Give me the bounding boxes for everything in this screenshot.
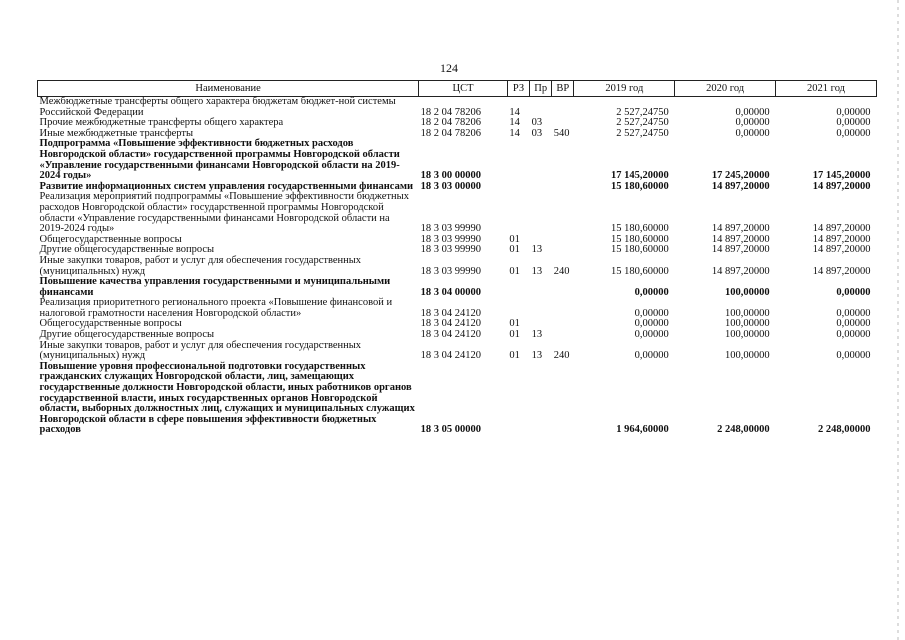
- row-2021: 2 248,00000: [818, 424, 871, 436]
- row-cst: 18 3 00 00000: [420, 170, 482, 182]
- row-2021: 14 897,20000: [812, 244, 871, 256]
- row-2019: 0,00000: [634, 329, 669, 341]
- row-name: Другие общегосударственные вопросы: [39, 329, 215, 341]
- row-name: Общегосударственные вопросы: [39, 318, 182, 330]
- row-2021: 0,00000: [836, 329, 871, 341]
- row-2019: 2 527,24750: [616, 117, 669, 129]
- row-2019: 0,00000: [634, 350, 669, 362]
- row-vr: [552, 319, 574, 330]
- row-2020: 100,00000: [724, 286, 770, 298]
- row-rz: [507, 298, 529, 319]
- row-pr: [530, 192, 552, 234]
- row-cst: 18 3 04 00000: [420, 286, 482, 298]
- header-pr: Пр: [530, 81, 552, 97]
- header-name: Наименование: [38, 81, 419, 97]
- row-2021: 0,00000: [836, 286, 871, 298]
- row-vr: 240: [553, 265, 570, 277]
- row-2021: 14 897,20000: [812, 265, 871, 277]
- row-2020: 2 248,00000: [717, 424, 770, 436]
- row-2019: 2 527,24750: [616, 106, 669, 118]
- header-vr: ВР: [552, 81, 574, 97]
- row-name: Иные межбюджетные трансферты: [39, 127, 194, 139]
- row-name: Повышение качества управления государственными и муниципальными финансами: [39, 276, 391, 298]
- row-2019: 15 180,60000: [611, 180, 669, 192]
- row-2020: 0,00000: [735, 117, 770, 129]
- page-number: 124: [440, 61, 458, 75]
- table-row: [38, 139, 877, 181]
- row-cst: 18 3 04 24120: [420, 350, 482, 362]
- row-cst: 18 3 04 24120: [420, 318, 482, 330]
- row-cst: 18 2 04 78206: [420, 106, 482, 118]
- row-name: Подпрограмма «Повышение эффективности бюджетных расходов Новгородской области» государственной программы Новгородской области «Управление государственными финансами Новгородской области на 2019-2024 годы»: [39, 138, 400, 182]
- row-name: Иные закупки товаров, работ и услуг для обеспечения государственных (муниципальных) нужд: [39, 254, 362, 277]
- row-2019: 15 180,60000: [611, 244, 669, 256]
- row-rz: 14: [509, 106, 520, 118]
- row-2019: 17 145,20000: [611, 170, 669, 182]
- row-2021: 0,00000: [836, 318, 871, 330]
- row-pr: 13: [531, 329, 543, 341]
- table-row: [38, 97, 877, 119]
- row-cst: 18 3 03 00000: [420, 180, 482, 192]
- row-name: Развитие информационных систем управления государственными финансами: [39, 180, 414, 192]
- table-row: [38, 362, 877, 436]
- row-rz: 01: [509, 329, 520, 341]
- table-row: [38, 192, 877, 234]
- row-2021: 0,00000: [836, 117, 871, 129]
- row-2021: 0,00000: [836, 127, 871, 139]
- header-rz: РЗ: [507, 81, 529, 97]
- row-2020: 17 245,20000: [711, 170, 770, 182]
- row-rz: 14: [509, 127, 520, 139]
- row-2021: 14 897,20000: [812, 180, 871, 192]
- row-vr: [552, 97, 574, 119]
- row-vr: [552, 235, 574, 246]
- header-cst: ЦСТ: [419, 81, 508, 97]
- row-vr: [552, 139, 574, 181]
- row-2020: 100,00000: [724, 350, 770, 362]
- row-name: Межбюджетные трансферты общего характера бюджетам бюджет-ной системы Российской Федерации: [39, 96, 396, 118]
- row-rz: [507, 192, 529, 234]
- row-name: Общегосударственные вопросы: [39, 233, 182, 245]
- row-vr: [552, 298, 574, 319]
- row-cst: 18 3 04 24120: [420, 329, 482, 341]
- row-rz: 01: [509, 233, 520, 245]
- row-rz: 01: [509, 244, 520, 256]
- budget-table: [37, 80, 877, 436]
- row-name: Иные закупки товаров, работ и услуг для обеспечения государственных (муниципальных) нужд: [39, 339, 362, 362]
- row-cst: 18 3 03 99990: [420, 233, 482, 245]
- row-2021: 17 145,20000: [812, 170, 871, 182]
- row-2020: 100,00000: [724, 329, 770, 341]
- row-2019: 15 180,60000: [611, 223, 669, 235]
- row-pr: 13: [531, 244, 543, 256]
- row-vr: 540: [553, 127, 570, 139]
- row-cst: 18 3 03 99990: [420, 265, 482, 277]
- table-row: [38, 256, 877, 277]
- table-row: [38, 341, 877, 362]
- row-pr: 13: [531, 265, 543, 277]
- row-pr: 03: [531, 117, 543, 129]
- row-vr: [552, 362, 574, 436]
- row-2020: 0,00000: [735, 106, 770, 118]
- row-rz: 01: [509, 318, 520, 330]
- row-cst: 18 3 05 00000: [420, 424, 482, 436]
- row-pr: [530, 362, 552, 436]
- row-cst: 18 3 04 24120: [420, 307, 482, 319]
- row-cst: 18 3 03 99990: [420, 223, 482, 235]
- row-vr: [552, 277, 574, 298]
- row-vr: [552, 182, 574, 193]
- row-2020: 14 897,20000: [711, 265, 770, 277]
- row-cst: 18 2 04 78206: [420, 127, 482, 139]
- row-name: Реализация приоритетного регионального проекта «Повышение финансовой и налоговой грамотности населения Новгородской области»: [39, 297, 393, 319]
- row-rz: [507, 182, 529, 193]
- row-2019: 0,00000: [634, 307, 669, 319]
- row-vr: [552, 192, 574, 234]
- table-row: [38, 277, 877, 298]
- row-2019: 15 180,60000: [611, 233, 669, 245]
- row-rz: [507, 139, 529, 181]
- row-2020: 0,00000: [735, 127, 770, 139]
- header-2021: 2021 год: [776, 81, 877, 97]
- row-2020: 100,00000: [724, 307, 770, 319]
- row-2020: 14 897,20000: [711, 233, 770, 245]
- header-2019: 2019 год: [574, 81, 675, 97]
- table-header-row: [38, 81, 877, 97]
- row-2019: 0,00000: [634, 318, 669, 330]
- row-rz: [507, 362, 529, 436]
- row-2021: 0,00000: [836, 106, 871, 118]
- row-2019: 1 964,60000: [616, 424, 669, 436]
- row-rz: 01: [509, 265, 520, 277]
- row-name: Реализация мероприятий подпрограммы «Повышение эффективности бюджетных расходов Новгородской области» государственной программы Новгородской области «Управление государственными финансами Новгородской области на 2019-2024 годы»: [39, 191, 409, 235]
- row-2021: 14 897,20000: [812, 223, 871, 235]
- table-row: [38, 298, 877, 319]
- row-pr: 13: [531, 350, 543, 362]
- row-2019: 2 527,24750: [616, 127, 669, 139]
- scan-edge-artifact: [897, 0, 899, 640]
- row-pr: 03: [531, 127, 543, 139]
- row-rz: 01: [509, 350, 520, 362]
- row-cst: 18 2 04 78206: [420, 117, 482, 129]
- row-2020: 14 897,20000: [711, 180, 770, 192]
- row-pr: [530, 182, 552, 193]
- row-2021: 14 897,20000: [812, 233, 871, 245]
- row-name: Прочие межбюджетные трансферты общего характера: [39, 117, 284, 129]
- row-pr: [530, 97, 552, 119]
- row-vr: [552, 330, 574, 341]
- row-pr: [530, 277, 552, 298]
- row-name: Другие общегосударственные вопросы: [39, 244, 215, 256]
- row-2019: 0,00000: [634, 286, 669, 298]
- row-2021: 0,00000: [836, 307, 871, 319]
- header-2020: 2020 год: [675, 81, 776, 97]
- row-vr: 240: [553, 350, 570, 362]
- row-2020: 100,00000: [724, 318, 770, 330]
- row-rz: 14: [509, 117, 520, 129]
- row-2020: 14 897,20000: [711, 244, 770, 256]
- row-pr: [530, 139, 552, 181]
- row-cst: 18 3 03 99990: [420, 244, 482, 256]
- row-2021: 0,00000: [836, 350, 871, 362]
- row-name: Повышение уровня профессиональной подготовки государственных гражданских служащих Новгородской области, лиц, замещающих государственные должности Новгородской области, иных работников органов государственной власти, иных государственных органов Новгородской области, выборных должностных лиц, служащих и муниципальных служащих Новгородской области в сфере повышения эффективности бюджетных расходов: [39, 360, 415, 436]
- row-vr: [552, 245, 574, 256]
- row-2019: 15 180,60000: [611, 265, 669, 277]
- row-rz: [507, 277, 529, 298]
- row-pr: [530, 298, 552, 319]
- row-2020: 14 897,20000: [711, 223, 770, 235]
